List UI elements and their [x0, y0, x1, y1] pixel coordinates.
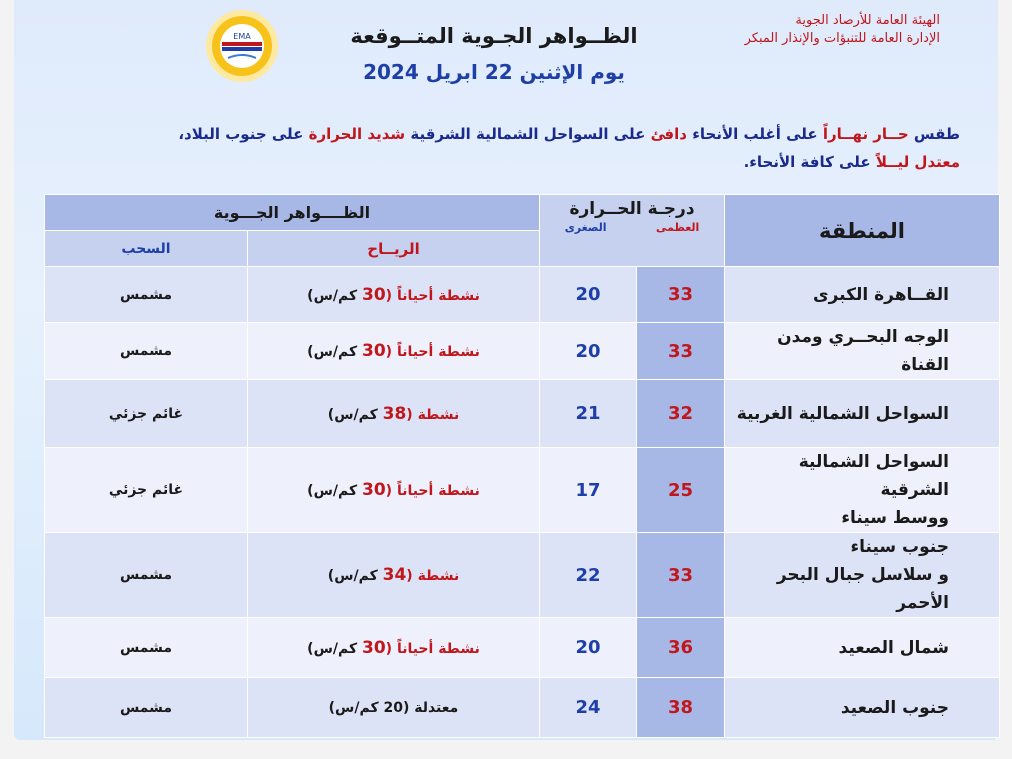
- summary-highlight: شديد الحرارة: [308, 125, 406, 143]
- max-temp-cell: 38: [637, 678, 725, 738]
- region-cell: شمال الصعيد: [725, 618, 1000, 678]
- min-temp-cell: 22: [540, 533, 637, 618]
- clouds-cell: مشمس: [45, 533, 248, 618]
- wind-cell: نشطة أحياناً (30 كم/س): [248, 448, 540, 533]
- wind-cell: نشطة أحياناً (30 كم/س): [248, 323, 540, 380]
- header-temperature: [540, 195, 725, 267]
- ema-logo: [204, 8, 280, 84]
- summary-part: على أغلب الأنحاء: [686, 125, 823, 143]
- header-max: العظمى: [655, 221, 700, 234]
- logo-text: EMA: [233, 32, 251, 41]
- weather-summary: [74, 120, 960, 176]
- max-temp-cell: 25: [637, 448, 725, 533]
- clouds-cell: غائم جزئي: [45, 448, 248, 533]
- table-row: [45, 448, 1000, 533]
- header-region: المنطقة: [725, 195, 1000, 267]
- forecast-date: يوم الإثنين 22 ابريل 2024: [363, 60, 625, 84]
- wind-cell: نشطة أحياناً (30 كم/س): [248, 267, 540, 323]
- region-cell: السواحل الشمالية الشرقية ووسط سيناء: [725, 448, 1000, 533]
- forecast-card: [14, 0, 998, 740]
- wind-cell: نشطة (38 كم/س): [248, 380, 540, 448]
- header-temperature-label: درجـة الحــرارة: [569, 199, 695, 219]
- header-min: الصغرى: [564, 221, 607, 234]
- wind-cell: معتدلة (20 كم/س): [248, 678, 540, 738]
- region-cell: جنوب الصعيد: [725, 678, 1000, 738]
- summary-highlight: حــار نهــاراً: [822, 125, 909, 143]
- min-temp-cell: 17: [540, 448, 637, 533]
- clouds-cell: مشمس: [45, 678, 248, 738]
- summary-part: على كافة الأنحاء.: [743, 153, 876, 171]
- org-line-2: الإدارة العامة للتنبؤات والإنذار المبكر: [744, 31, 940, 46]
- table-row: [45, 267, 1000, 323]
- table-row: [45, 323, 1000, 380]
- forecast-table: [44, 194, 1000, 738]
- max-temp-cell: 33: [637, 323, 725, 380]
- summary-part: على جنوب البلاد،: [178, 125, 309, 143]
- max-temp-cell: 36: [637, 618, 725, 678]
- summary-highlight: دافئ: [650, 125, 687, 143]
- summary-part: على السواحل الشمالية الشرقية: [405, 125, 651, 143]
- min-temp-cell: 24: [540, 678, 637, 738]
- page-title: الظــواهر الجـوية المتــوقعة: [350, 24, 638, 48]
- table-row: [45, 618, 1000, 678]
- summary-part: طقس: [908, 125, 960, 143]
- table-row: [45, 380, 1000, 448]
- header-clouds: السحب: [45, 231, 248, 267]
- region-cell: جنوب سيناء و سلاسل جبال البحر الأحمر: [725, 533, 1000, 618]
- clouds-cell: مشمس: [45, 267, 248, 323]
- region-cell: الوجه البحــري ومدن القناة: [725, 323, 1000, 380]
- min-temp-cell: 21: [540, 380, 637, 448]
- header-wind: الريــاح: [248, 231, 540, 267]
- min-temp-cell: 20: [540, 267, 637, 323]
- table-row: [45, 678, 1000, 738]
- wind-cell: نشطة أحياناً (30 كم/س): [248, 618, 540, 678]
- min-temp-cell: 20: [540, 323, 637, 380]
- clouds-cell: غائم جزئي: [45, 380, 248, 448]
- summary-highlight: معتدل ليــلاً: [875, 153, 960, 171]
- table-row: [45, 533, 1000, 618]
- org-line-1: الهيئة العامة للأرصاد الجوية: [795, 13, 940, 28]
- wind-cell: نشطة (34 كم/س): [248, 533, 540, 618]
- min-temp-cell: 20: [540, 618, 637, 678]
- max-temp-cell: 32: [637, 380, 725, 448]
- clouds-cell: مشمس: [45, 618, 248, 678]
- region-cell: القــاهرة الكبرى: [725, 267, 1000, 323]
- max-temp-cell: 33: [637, 533, 725, 618]
- clouds-cell: مشمس: [45, 323, 248, 380]
- region-cell: السواحل الشمالية الغربية: [725, 380, 1000, 448]
- max-temp-cell: 33: [637, 267, 725, 323]
- header-phenomena: الظــــواهر الجـــوية: [45, 195, 540, 231]
- organization-name: [745, 12, 940, 48]
